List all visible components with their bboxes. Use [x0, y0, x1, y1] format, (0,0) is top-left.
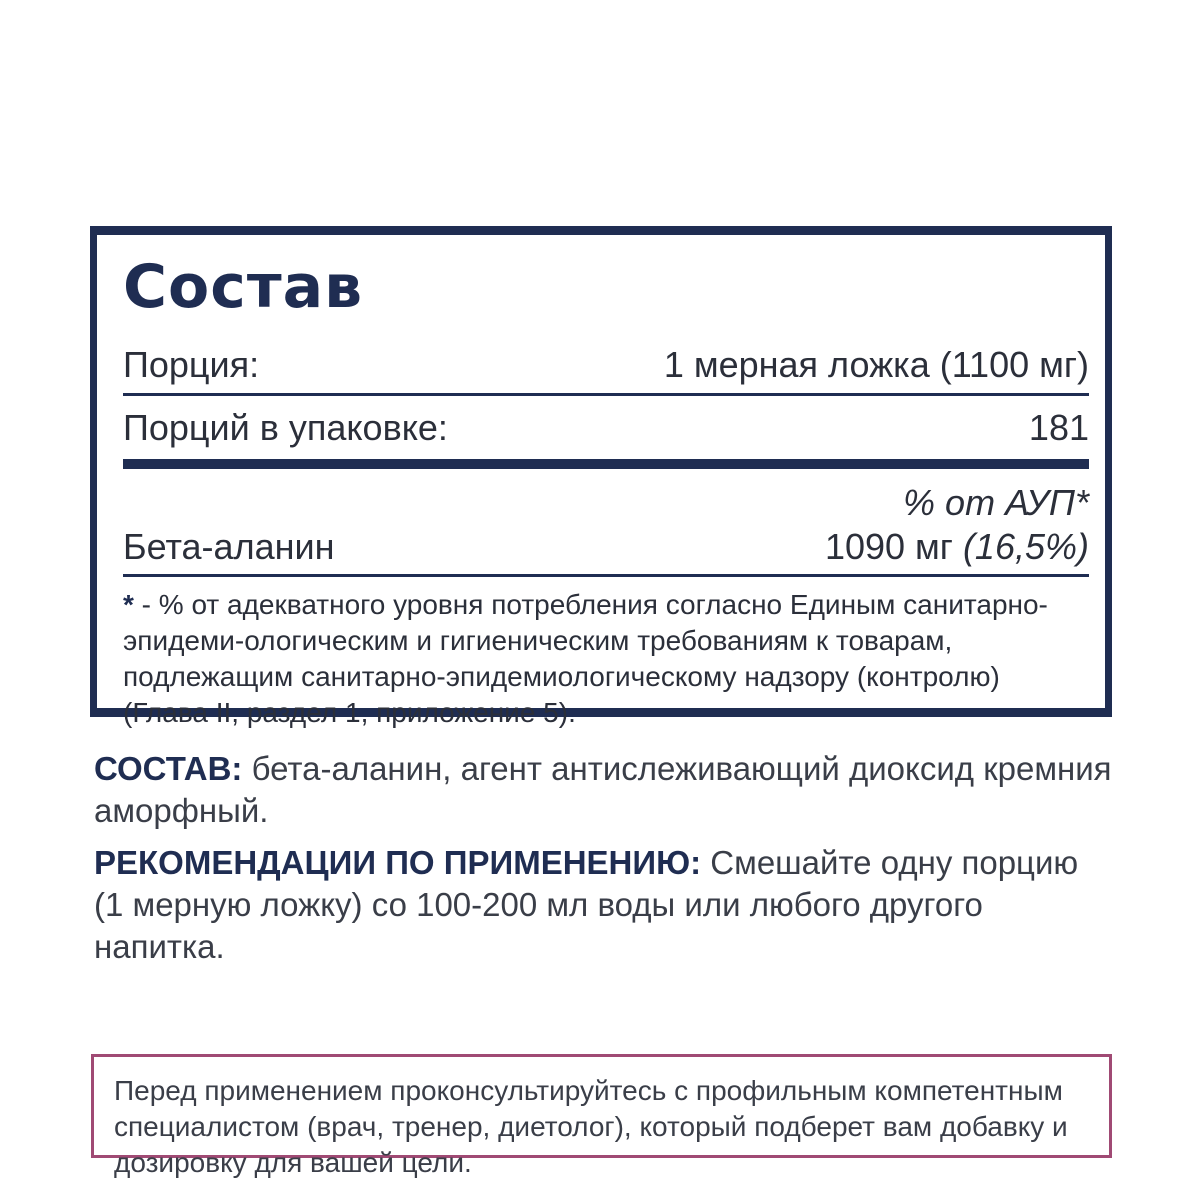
servings-per-container-row — [123, 407, 1089, 448]
serving-size-label: Порция: — [123, 344, 260, 385]
ingredient-daily-value: (16,5%) — [962, 526, 1089, 567]
daily-value-header-row — [123, 482, 1089, 523]
facts-title: Состав — [123, 252, 364, 322]
supplement-facts-panel — [90, 226, 1112, 728]
serving-size-row — [123, 344, 1089, 385]
composition-paragraph — [94, 748, 1114, 832]
ingredient-amount-group — [824, 526, 1089, 567]
usage-paragraph — [94, 842, 1114, 968]
ingredient-row — [123, 526, 1089, 567]
ingredient-amount: 1090 мг — [824, 526, 953, 567]
divider-thin — [123, 574, 1089, 577]
usage-text: Смешайте одну порцию (1 мерную ложку) со 100-200 мл воды или любого другого напитка. — [94, 844, 1079, 965]
daily-value-header: % от АУП* — [903, 482, 1089, 523]
composition-label: СОСТАВ: — [94, 750, 243, 787]
footnote-text: - % от адекватного уровня потребления согласно Единым санитарно-эпидеми-ологическим и гигиеническим требованиям к товарам, подлежащим санитарно-эпидемиологическому надзору (контролю) (Глава II, раздел 1, приложение 5). — [123, 589, 1048, 728]
warning-text: Перед применением проконсультируйтесь с профильным компетентным специалистом (врач, тренер, диетолог), который подберет вам добавку и дозировку для вашей цели. — [114, 1075, 1068, 1178]
servings-per-container-label: Порций в упаковке: — [123, 407, 448, 448]
servings-per-container-value: 181 — [1028, 407, 1089, 448]
usage-label: РЕКОМЕНДАЦИИ ПО ПРИМЕНЕНИЮ: — [94, 844, 702, 881]
footnote-asterisk: * — [123, 589, 134, 620]
divider-thick — [123, 459, 1089, 469]
composition-text: бета-аланин, агент антислеживающий диоксид кремния аморфный. — [94, 750, 1112, 829]
footnote — [123, 587, 1089, 731]
serving-size-value: 1 мерная ложка (1100 мг) — [663, 344, 1089, 385]
ingredient-name: Бета-аланин — [123, 526, 335, 567]
divider-thin — [123, 393, 1089, 396]
warning-box — [91, 1054, 1112, 1178]
